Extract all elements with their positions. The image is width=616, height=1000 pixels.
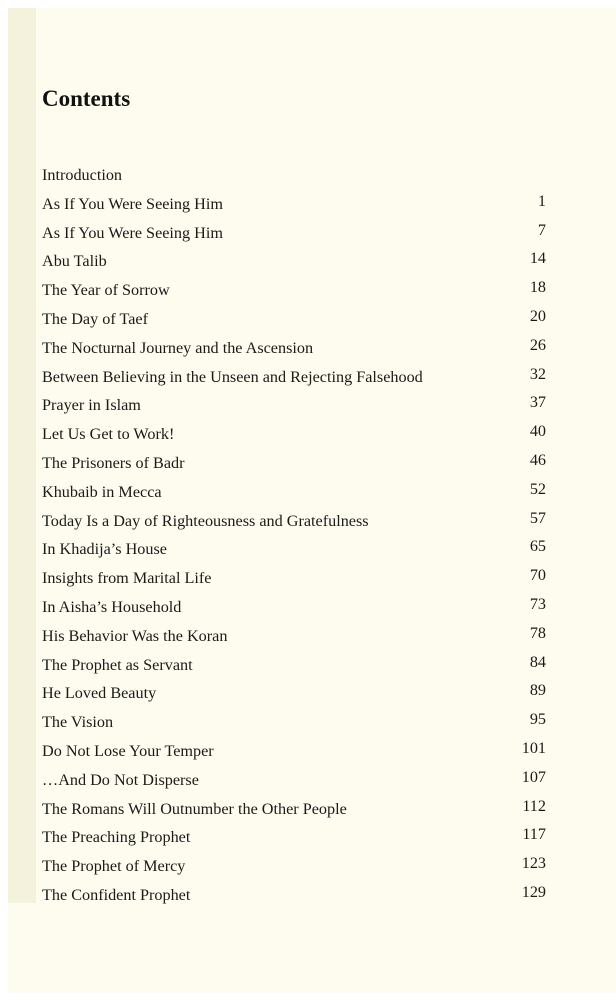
toc-entry (42, 221, 546, 250)
toc-entry-title: Khubaib in Mecca (42, 482, 162, 501)
toc-entry-page-number: 57 (529, 508, 546, 527)
toc-entry (42, 739, 546, 768)
toc-entry-title: Insights from Marital Life (42, 569, 212, 588)
toc-entry (42, 480, 546, 509)
toc-entry (42, 336, 546, 365)
toc-entry (42, 710, 546, 739)
toc-entry-title: In Khadija’s House (42, 540, 167, 559)
table-of-contents (42, 163, 546, 912)
toc-entry-title: Today Is a Day of Righteousness and Gratefulness (42, 511, 369, 530)
toc-entry-page-number: 20 (529, 306, 546, 325)
toc-entry-title: Introduction (42, 166, 123, 184)
toc-entry-title: The Prophet of Mercy (42, 857, 186, 876)
toc-entry-page-number: 46 (529, 450, 546, 469)
toc-entry-title: Prayer in Islam (42, 396, 141, 415)
toc-entry-page-number: 123 (521, 854, 546, 873)
toc-entry-page-number: 129 (521, 882, 546, 901)
toc-entry-title: As If You Were Seeing Him (42, 223, 223, 242)
toc-entry-title: The Confident Prophet (42, 885, 191, 904)
toc-entry-title: The Vision (42, 713, 114, 732)
page-gutter-shadow (8, 8, 36, 903)
toc-entry-page-number: 7 (537, 220, 546, 239)
toc-entry-page-number: 18 (529, 278, 546, 297)
toc-entry (42, 422, 546, 451)
toc-entry-title: His Behavior Was the Koran (42, 626, 228, 645)
toc-entry (42, 854, 546, 883)
toc-entry-page-number: 89 (529, 681, 546, 700)
toc-entry-page-number: 101 (521, 738, 546, 757)
toc-entry (42, 365, 546, 394)
toc-entry (42, 825, 546, 854)
toc-entry-page-number: 14 (529, 249, 546, 268)
toc-entry-page-number: 70 (529, 566, 546, 585)
toc-entry-page-number: 32 (529, 364, 546, 383)
page-title: Contents (42, 86, 131, 111)
toc-entry (42, 624, 546, 653)
toc-entry-page-number: 40 (529, 422, 546, 441)
toc-entry (42, 681, 546, 710)
toc-entry (42, 653, 546, 682)
toc-entry-page-number: 37 (529, 393, 546, 412)
toc-entry (42, 883, 546, 912)
toc-entry (42, 797, 546, 826)
toc-entry-page-number: 26 (529, 335, 546, 354)
toc-entry (42, 278, 546, 307)
toc-entry-page-number: 78 (529, 623, 546, 642)
toc-entry (42, 566, 546, 595)
toc-entry-page-number: 95 (529, 710, 546, 729)
toc-entry-title: The Prophet as Servant (42, 655, 193, 674)
toc-entry-page-number: 65 (529, 537, 546, 556)
toc-entry (42, 393, 546, 422)
toc-entry-title: He Loved Beauty (42, 684, 157, 703)
toc-entry (42, 249, 546, 278)
toc-entry (42, 595, 546, 624)
toc-entry-title: The Day of Taef (42, 309, 148, 328)
toc-entry-title: As If You Were Seeing Him (42, 194, 223, 213)
toc-entry-title: …And Do Not Disperse (42, 770, 199, 789)
toc-entry-title: The Preaching Prophet (42, 828, 191, 847)
toc-entry-title: The Nocturnal Journey and the Ascension (42, 338, 314, 357)
toc-entry-title: The Romans Will Outnumber the Other People (42, 799, 347, 818)
toc-entry-title: In Aisha’s Household (42, 597, 182, 616)
toc-entry-title: The Prisoners of Badr (42, 453, 185, 472)
toc-entry-page-number: 84 (529, 652, 546, 671)
toc-entry-title: Between Believing in the Unseen and Rejecting Falsehood (42, 367, 423, 386)
toc-entry (42, 307, 546, 336)
toc-entry-page-number: 1 (537, 191, 546, 210)
toc-entry-title: Let Us Get to Work! (42, 425, 175, 444)
toc-entry-title: The Year of Sorrow (42, 281, 170, 300)
toc-entry-title: Do Not Lose Your Temper (42, 741, 214, 760)
toc-entry-page-number: 73 (529, 594, 546, 613)
toc-entry-page-number: 112 (522, 796, 546, 815)
toc-entry (42, 768, 546, 797)
toc-entry (42, 192, 546, 221)
toc-entry-page-number: 107 (521, 767, 546, 786)
toc-entry (42, 509, 546, 538)
toc-entry (42, 451, 546, 480)
toc-entry-page-number: 52 (529, 479, 546, 498)
toc-entry (42, 163, 546, 192)
toc-entry-title: Abu Talib (42, 252, 107, 271)
toc-entry (42, 537, 546, 566)
toc-entry-page-number: 117 (522, 825, 546, 844)
